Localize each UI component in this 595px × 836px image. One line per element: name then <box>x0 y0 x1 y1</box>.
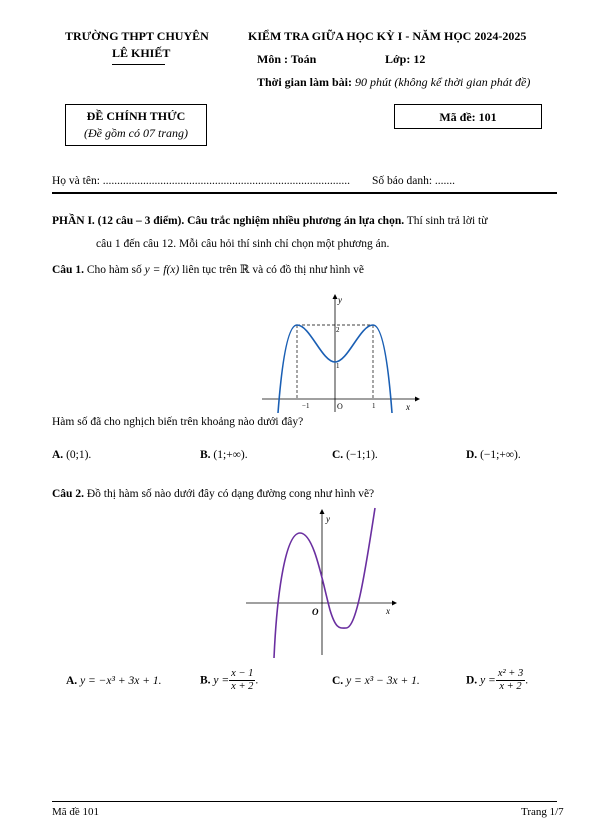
q1-option-a-text: (0;1). <box>66 449 92 461</box>
part1-heading <box>52 215 487 227</box>
q2-stem <box>52 488 374 500</box>
q2-option-c-key: C. <box>332 675 344 687</box>
time-value: 90 phút (không kể thời gian phát đề) <box>355 75 531 89</box>
q1-option-d-text: (−1;+∞). <box>480 449 521 461</box>
q1-label: Câu 1. <box>52 264 84 276</box>
q2-option-b-denominator: x + 2 <box>231 681 254 692</box>
q2-option-b-pre: y = <box>213 674 230 687</box>
school-name-line1: TRƯỜNG THPT CHUYÊN <box>65 29 209 43</box>
q1-tick-1: 1 <box>336 362 340 370</box>
q2-option-d-post: . <box>525 674 529 687</box>
q1-option-b-key: B. <box>200 449 211 461</box>
grade-label: Lớp: 12 <box>385 52 426 66</box>
q1-option-c-key: C. <box>332 449 344 461</box>
q2-option-c-text: y = x³ − 3x + 1. <box>346 675 420 687</box>
q2-option-d[interactable] <box>466 668 528 693</box>
q2-graph <box>240 500 400 665</box>
q1-option-d[interactable] <box>466 449 521 461</box>
footer-divider <box>52 801 557 802</box>
q2-option-a-key: A. <box>66 675 78 687</box>
q1-question: Hàm số đã cho nghịch biến trên khoảng nào dưới đây? <box>52 416 304 428</box>
q2-text: Đồ thị hàm số nào dưới đây có dạng đường cong như hình vẽ? <box>86 488 375 500</box>
q1-y-arrow-icon <box>333 294 338 299</box>
q2-option-a-text: y = −x³ + 3x + 1. <box>80 675 162 687</box>
subject-label: Môn : Toán <box>257 52 317 66</box>
footer-exam-code: Mã đề 101 <box>52 806 100 818</box>
official-box <box>65 104 207 146</box>
header-divider <box>52 192 557 194</box>
school-name-line2: LÊ KHIẾT <box>112 46 171 60</box>
exam-title: KIỂM TRA GIỮA HỌC KỲ I - NĂM HỌC 2024-2025 <box>248 29 527 43</box>
q1-text-a: Cho hàm số <box>86 264 142 276</box>
exam-code: Mã đề: 101 <box>439 110 497 124</box>
q2-option-d-fraction <box>496 668 525 693</box>
exam-code-box <box>394 104 542 129</box>
q1-tick-2: 2 <box>336 326 340 334</box>
q1-origin-label: O <box>337 402 343 411</box>
part1-heading-line2: câu 1 đến câu 12. Mỗi câu hỏi thí sinh chỉ chọn một phương án. <box>96 238 390 250</box>
q2-x-label: x <box>386 606 390 616</box>
q2-x-arrow-icon <box>392 601 397 606</box>
part1-heading-rest: Thí sinh trả lời từ <box>404 215 488 227</box>
q2-option-c[interactable] <box>332 675 420 687</box>
q2-label: Câu 2. <box>52 488 84 500</box>
q1-option-a[interactable] <box>52 449 91 461</box>
time-line <box>257 75 530 90</box>
q2-y-arrow-icon <box>320 509 325 514</box>
q1-option-b[interactable] <box>200 449 248 461</box>
q1-y-label: y <box>338 295 342 305</box>
q1-x-arrow-icon <box>415 397 420 402</box>
q1-formula: y = f(x) <box>144 264 180 276</box>
q1-tick-m1: −1 <box>302 402 310 410</box>
q1-graph <box>255 290 420 415</box>
q1-option-b-text: (1;+∞). <box>213 449 248 461</box>
student-name-field: Họ và tên: ...................................................................................... <box>52 175 351 187</box>
q1-option-a-key: A. <box>52 449 64 461</box>
q1-text-b: liên tục trên ℝ và có đồ thị như hình vẽ <box>182 264 364 276</box>
q2-option-d-numerator: x² + 3 <box>497 668 524 679</box>
q2-option-d-pre: y = <box>480 674 496 687</box>
q1-x-label: x <box>406 402 410 412</box>
q2-curve <box>274 508 375 658</box>
official-title: ĐỀ CHÍNH THỨC <box>86 109 186 123</box>
footer-page-number: Trang 1/7 <box>521 806 564 818</box>
part1-heading-bold: PHẦN I. (12 câu – 3 điểm). Câu trắc nghiệm nhiều phương án lựa chọn. <box>52 215 405 227</box>
q1-stem <box>52 262 364 276</box>
q2-option-a[interactable] <box>66 675 162 687</box>
q1-option-d-key: D. <box>466 449 478 461</box>
q2-option-d-denominator: x + 2 <box>499 681 522 692</box>
student-id-field: Số báo danh: ....... <box>372 175 456 187</box>
q2-option-b[interactable] <box>200 668 258 693</box>
q1-tick-p1: 1 <box>372 402 376 410</box>
q2-origin-label: O <box>312 607 319 617</box>
q2-y-label: y <box>326 514 330 524</box>
q2-option-b-key: B. <box>200 674 211 687</box>
q1-option-c[interactable] <box>332 449 378 461</box>
official-subtitle: (Đề gồm có 07 trang) <box>84 126 188 140</box>
time-label: Thời gian làm bài: <box>257 75 352 89</box>
school-underline <box>112 64 165 65</box>
q2-option-b-fraction <box>229 668 255 693</box>
q2-option-b-post: . <box>255 674 259 687</box>
q2-option-b-numerator: x − 1 <box>231 668 254 679</box>
q1-option-c-text: (−1;1). <box>346 449 378 461</box>
q2-option-d-key: D. <box>466 674 478 687</box>
